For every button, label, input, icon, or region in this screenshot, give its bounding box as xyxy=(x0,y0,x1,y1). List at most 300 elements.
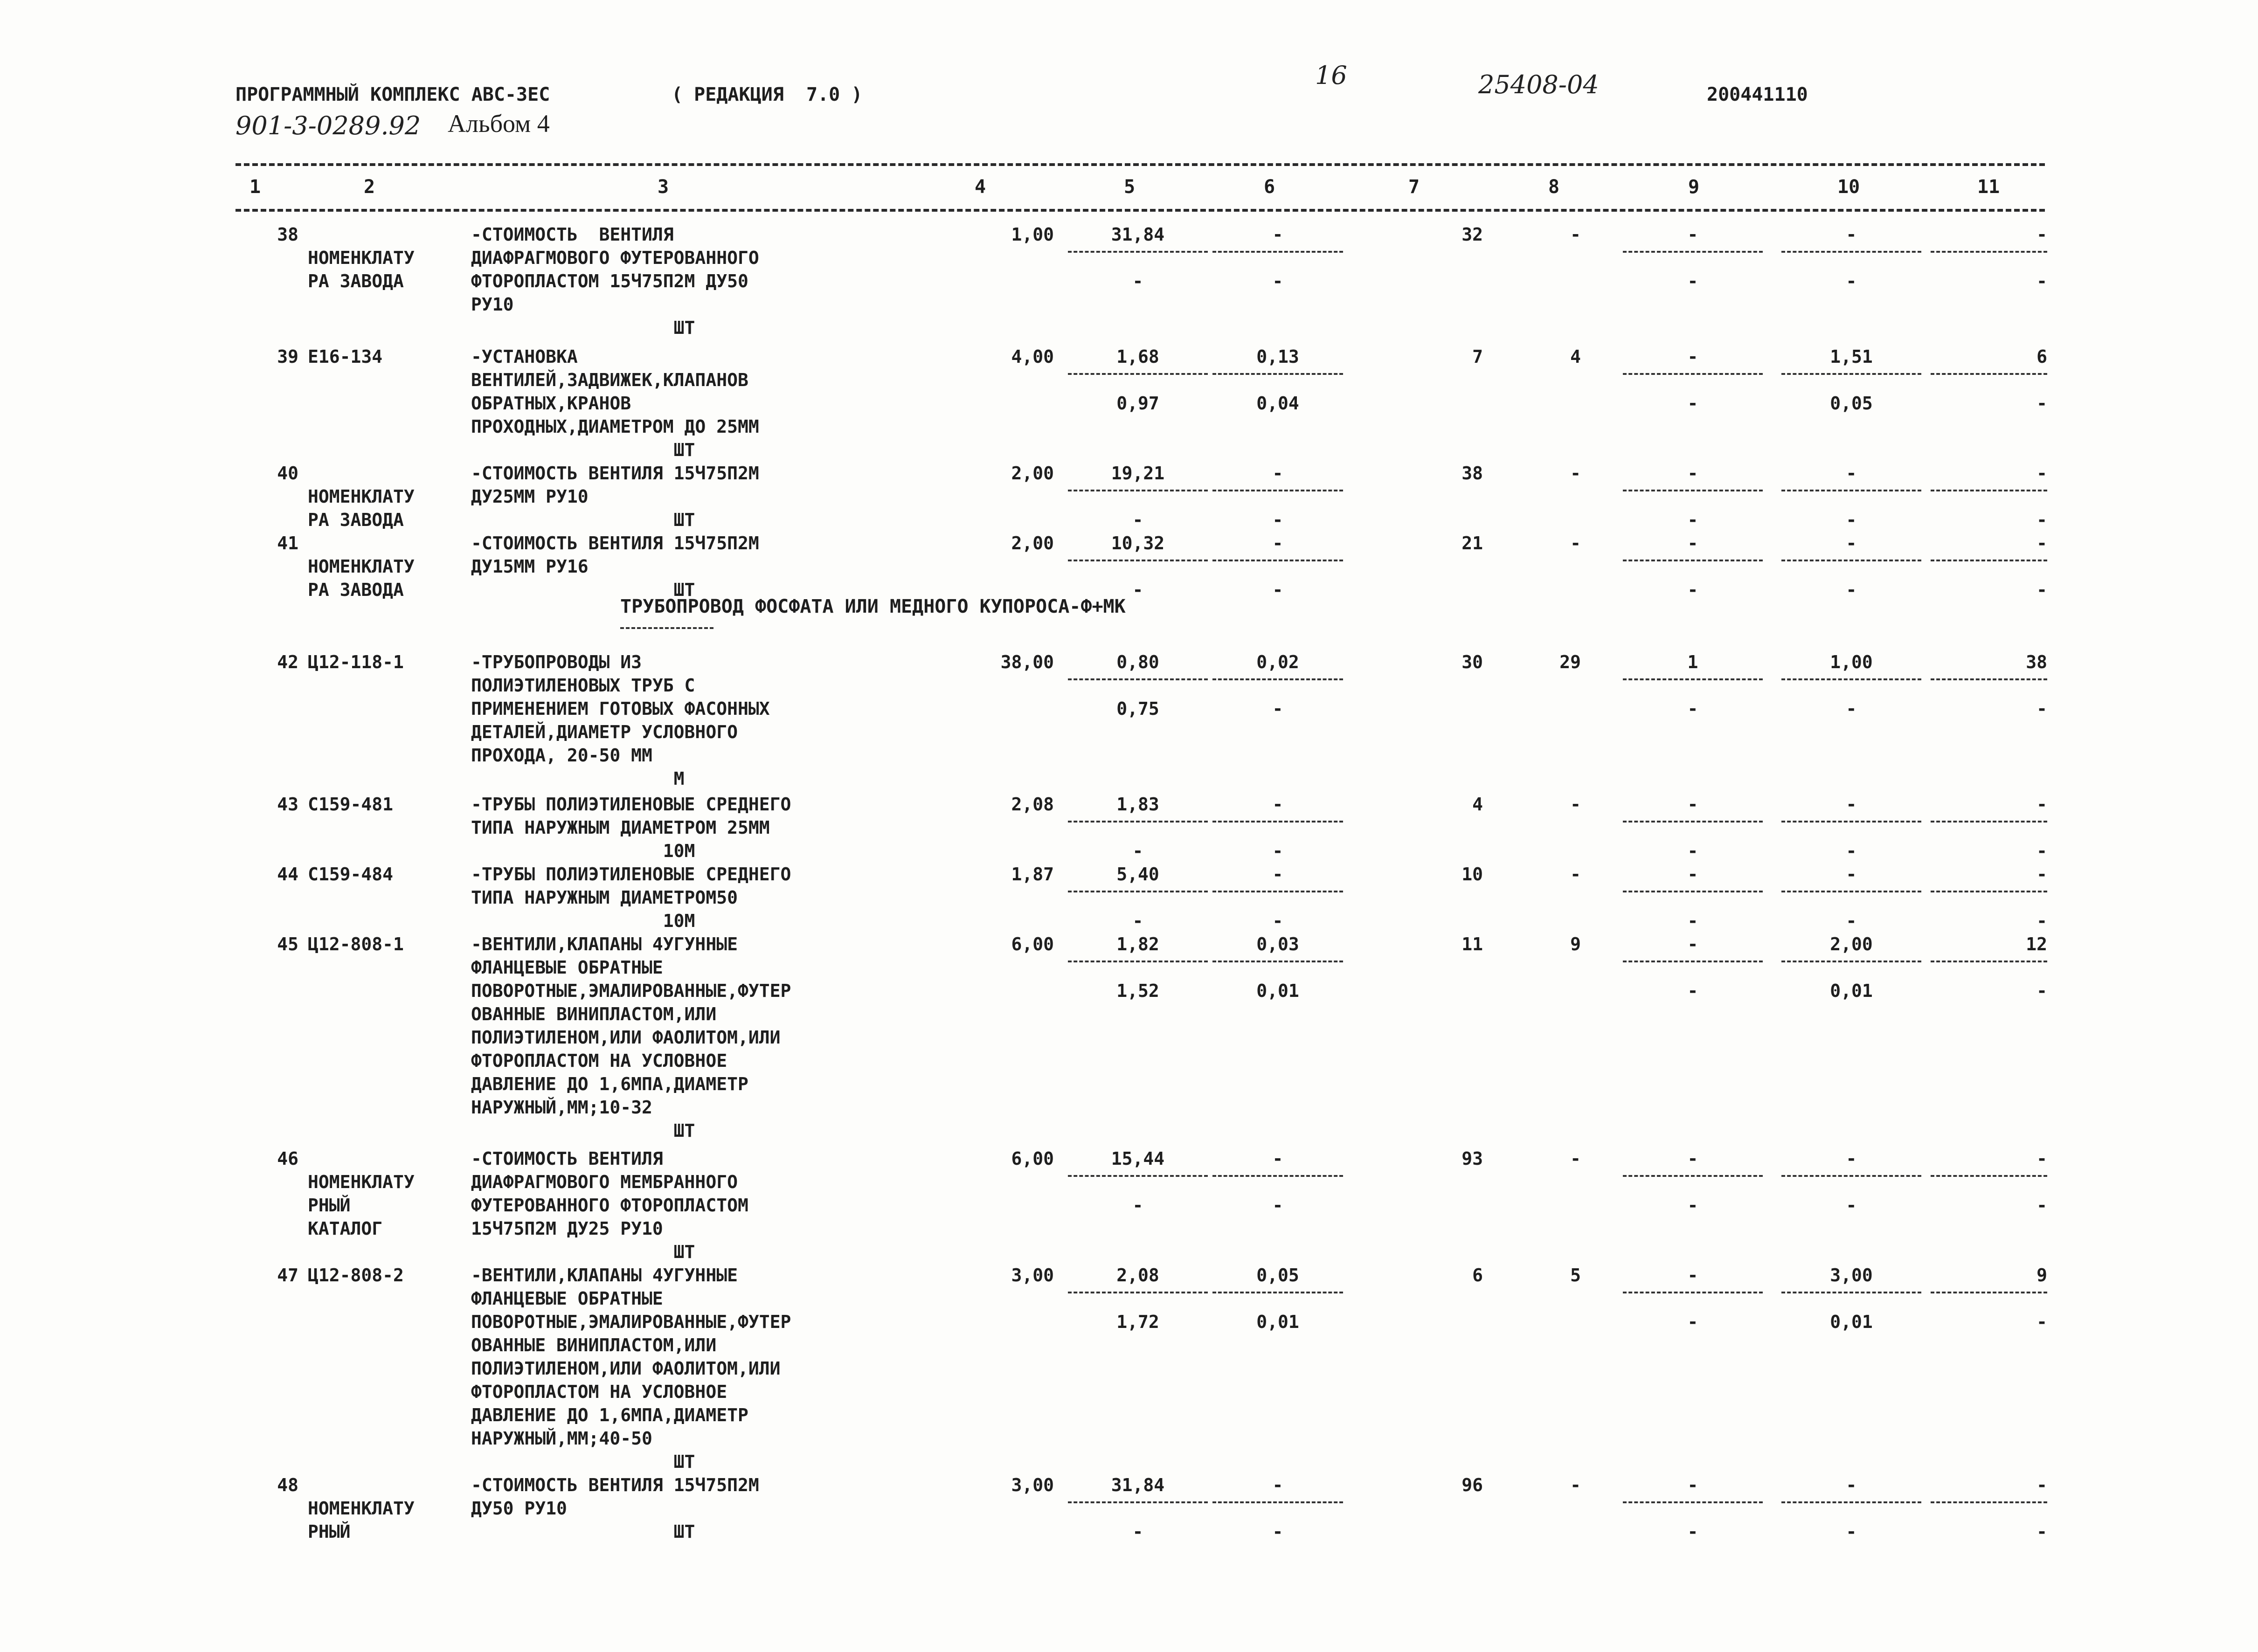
column-number: 7 xyxy=(1408,176,1420,198)
total-machine-wage: - xyxy=(1687,271,1698,291)
unit-cost-machine: - xyxy=(1272,864,1283,885)
cell-divider xyxy=(1623,251,1763,253)
cell-divider xyxy=(1068,821,1208,823)
work-description: ПОЛИЭТИЛЕНОМ,ИЛИ ФАОЛИТОМ,ИЛИ xyxy=(471,1358,781,1379)
row-number: 46 xyxy=(277,1148,298,1169)
work-description: ШТ xyxy=(471,440,695,460)
work-description: ШТ xyxy=(471,580,695,600)
total-cost: 93 xyxy=(1461,1148,1483,1169)
total-machine-wage: - xyxy=(1687,841,1698,861)
cell-divider xyxy=(1623,821,1763,823)
work-description: 15Ч75П2М ДУ25 РУ10 xyxy=(471,1218,663,1239)
total-machine-wage: - xyxy=(1687,698,1698,719)
total-machine: - xyxy=(1687,1148,1698,1169)
cost-code: Е16-134 xyxy=(308,346,383,367)
labor-per-unit: 1,51 xyxy=(1830,346,1873,367)
total-machine: - xyxy=(1687,934,1698,954)
labor-total: 6 xyxy=(2036,346,2047,367)
labor-machine-per-unit: 0,05 xyxy=(1830,393,1873,414)
total-machine-wage: - xyxy=(1687,1312,1698,1332)
labor-machine-total: - xyxy=(2036,911,2047,931)
cell-divider xyxy=(1931,961,2047,962)
cost-code: РНЫЙ xyxy=(308,1521,351,1542)
cell-divider xyxy=(1068,560,1208,561)
unit-cost-machine-wage: - xyxy=(1272,271,1283,291)
work-description: ОВАННЫЕ ВИНИПЛАСТОМ,ИЛИ xyxy=(471,1004,717,1024)
unit-cost: 15,44 xyxy=(1111,1148,1165,1169)
work-description: -СТОИМОСТЬ ВЕНТИЛЯ 15Ч75П2М xyxy=(471,463,759,484)
total-cost: 38 xyxy=(1461,463,1483,484)
row-number: 40 xyxy=(277,463,298,484)
labor-per-unit: - xyxy=(1846,533,1857,553)
labor-machine-per-unit: - xyxy=(1846,271,1857,291)
cell-divider xyxy=(1068,1292,1208,1293)
total-cost: 6 xyxy=(1472,1265,1483,1286)
unit-cost: 1,68 xyxy=(1116,346,1159,367)
cell-divider xyxy=(1623,1175,1763,1177)
row-number: 38 xyxy=(277,224,298,245)
labor-machine-total: - xyxy=(2036,1312,2047,1332)
row-number: 43 xyxy=(277,794,298,815)
cell-divider xyxy=(1931,251,2047,253)
header-rule-top xyxy=(235,163,2045,166)
work-description: НАРУЖНЫЙ,ММ;40-50 xyxy=(471,1428,652,1449)
cell-divider xyxy=(1781,490,1921,491)
column-number: 1 xyxy=(249,176,261,198)
work-description: ДУ50 РУ10 xyxy=(471,1498,567,1519)
work-description: ФЛАНЦЕВЫЕ ОБРАТНЫЕ xyxy=(471,1288,663,1309)
work-description: -ТРУБОПРОВОДЫ ИЗ xyxy=(471,652,642,672)
column-number: 8 xyxy=(1548,176,1560,198)
cell-divider xyxy=(1931,678,2047,680)
work-description: ТИПА НАРУЖНЫМ ДИАМЕТРОМ 25ММ xyxy=(471,817,770,838)
total-machine: - xyxy=(1687,346,1698,367)
unit-cost-machine: 0,02 xyxy=(1256,652,1299,672)
album-label: Альбом 4 xyxy=(448,110,550,138)
cell-divider xyxy=(1931,821,2047,823)
unit-cost-machine-wage: - xyxy=(1272,580,1283,600)
labor-total: - xyxy=(2036,224,2047,245)
cell-divider xyxy=(1623,373,1763,375)
unit-cost-machine-wage: - xyxy=(1272,911,1283,931)
cost-code: РА ЗАВОДА xyxy=(308,510,404,530)
work-description: М xyxy=(471,768,685,789)
cell-divider xyxy=(1068,891,1208,892)
cell-divider xyxy=(1212,490,1343,491)
cell-divider xyxy=(1623,490,1763,491)
cell-divider xyxy=(1068,678,1208,680)
unit-cost: 1,83 xyxy=(1116,794,1159,815)
total-machine: - xyxy=(1687,1265,1698,1286)
cell-divider xyxy=(1068,373,1208,375)
work-description: ШТ xyxy=(471,510,695,530)
unit-cost-wage: 0,75 xyxy=(1116,698,1159,719)
unit-cost: 1,82 xyxy=(1116,934,1159,954)
quantity: 2,00 xyxy=(1011,463,1054,484)
labor-total: - xyxy=(2036,1148,2047,1169)
column-number: 2 xyxy=(364,176,375,198)
unit-cost-wage: - xyxy=(1132,1195,1143,1216)
cost-code: КАТАЛОГ xyxy=(308,1218,383,1239)
column-number: 6 xyxy=(1264,176,1275,198)
cell-divider xyxy=(1931,560,2047,561)
total-cost: 96 xyxy=(1461,1475,1483,1495)
cell-divider xyxy=(1931,490,2047,491)
total-machine-wage: - xyxy=(1687,911,1698,931)
edition-label: ( РЕДАКЦИЯ 7.0 ) xyxy=(672,84,863,105)
column-number-row xyxy=(0,176,2258,200)
labor-total: - xyxy=(2036,794,2047,815)
work-description: -СТОИМОСТЬ ВЕНТИЛЯ xyxy=(471,224,674,245)
total-wage: - xyxy=(1570,794,1581,815)
labor-per-unit: - xyxy=(1846,1148,1857,1169)
total-wage: - xyxy=(1570,224,1581,245)
work-description: ШТ xyxy=(471,1521,695,1542)
work-description: -ТРУБЫ ПОЛИЭТИЛЕНОВЫЕ СРЕДНЕГО xyxy=(471,794,791,815)
cell-divider xyxy=(1212,678,1343,680)
cost-code: Ц12-808-1 xyxy=(308,934,404,954)
labor-machine-per-unit: 0,01 xyxy=(1830,981,1873,1001)
cell-divider xyxy=(1781,1292,1921,1293)
work-description: ПОЛИЭТИЛЕНОМ,ИЛИ ФАОЛИТОМ,ИЛИ xyxy=(471,1027,781,1048)
labor-machine-per-unit: - xyxy=(1846,1521,1857,1542)
labor-total: - xyxy=(2036,864,2047,885)
quantity: 2,08 xyxy=(1011,794,1054,815)
unit-cost-wage: - xyxy=(1132,271,1143,291)
quantity: 3,00 xyxy=(1011,1475,1054,1495)
unit-cost-machine-wage: - xyxy=(1272,1195,1283,1216)
total-wage: - xyxy=(1570,1148,1581,1169)
cell-divider xyxy=(1068,490,1208,491)
labor-machine-total: - xyxy=(2036,698,2047,719)
cell-divider xyxy=(1212,1292,1343,1293)
unit-cost: 31,84 xyxy=(1111,1475,1165,1495)
quantity: 1,00 xyxy=(1011,224,1054,245)
cost-code: НОМЕНКЛАТУ xyxy=(308,486,415,507)
cell-divider xyxy=(1781,821,1921,823)
cell-divider xyxy=(1212,1501,1343,1503)
labor-machine-total: - xyxy=(2036,981,2047,1001)
unit-cost-machine: - xyxy=(1272,1475,1283,1495)
cost-code: НОМЕНКЛАТУ xyxy=(308,1498,415,1519)
work-description: РУ10 xyxy=(471,294,514,315)
cell-divider xyxy=(1781,1175,1921,1177)
work-description: ШТ xyxy=(471,1120,695,1141)
labor-machine-total: - xyxy=(2036,841,2047,861)
total-machine: - xyxy=(1687,864,1698,885)
work-description: ДУ25ММ РУ10 xyxy=(471,486,589,507)
labor-per-unit: 2,00 xyxy=(1830,934,1873,954)
work-description: -ВЕНТИЛИ,КЛАПАНЫ 4УГУННЫЕ xyxy=(471,1265,738,1286)
labor-machine-per-unit: - xyxy=(1846,698,1857,719)
cell-divider xyxy=(1931,373,2047,375)
row-number: 42 xyxy=(277,652,298,672)
unit-cost-machine-wage: - xyxy=(1272,698,1283,719)
work-description: -ВЕНТИЛИ,КЛАПАНЫ 4УГУННЫЕ xyxy=(471,934,738,954)
cell-divider xyxy=(1212,891,1343,892)
quantity: 4,00 xyxy=(1011,346,1054,367)
work-description: НАРУЖНЫЙ,ММ;10-32 xyxy=(471,1097,652,1118)
work-description: -ТРУБЫ ПОЛИЭТИЛЕНОВЫЕ СРЕДНЕГО xyxy=(471,864,791,885)
work-description: ДАВЛЕНИЕ ДО 1,6МПА,ДИАМЕТР xyxy=(471,1405,748,1425)
work-description: ПОЛИЭТИЛЕНОВЫХ ТРУБ С xyxy=(471,675,695,696)
cell-divider xyxy=(1068,1501,1208,1503)
labor-machine-per-unit: 0,01 xyxy=(1830,1312,1873,1332)
total-wage: 5 xyxy=(1570,1265,1581,1286)
cost-code: С159-481 xyxy=(308,794,394,815)
work-description: 10М xyxy=(471,841,695,861)
total-machine-wage: - xyxy=(1687,510,1698,530)
row-number: 45 xyxy=(277,934,298,954)
cell-divider xyxy=(1623,1292,1763,1293)
cost-code: РА ЗАВОДА xyxy=(308,580,404,600)
labor-per-unit: 1,00 xyxy=(1830,652,1873,672)
cell-divider xyxy=(1781,251,1921,253)
total-cost: 10 xyxy=(1461,864,1483,885)
total-machine: - xyxy=(1687,1475,1698,1495)
total-wage: - xyxy=(1570,533,1581,553)
cell-divider xyxy=(1623,891,1763,892)
total-machine-wage: - xyxy=(1687,393,1698,414)
work-description: ФТОРОПЛАСТОМ 15Ч75П2М ДУ50 xyxy=(471,271,748,291)
row-number: 44 xyxy=(277,864,298,885)
column-number: 9 xyxy=(1688,176,1700,198)
cell-divider xyxy=(1212,251,1343,253)
labor-per-unit: - xyxy=(1846,794,1857,815)
unit-cost: 31,84 xyxy=(1111,224,1165,245)
work-description: -СТОИМОСТЬ ВЕНТИЛЯ 15Ч75П2М xyxy=(471,533,759,553)
document-code: 200441110 xyxy=(1707,84,1808,105)
unit-cost-machine-wage: 0,04 xyxy=(1256,393,1299,414)
quantity: 38,00 xyxy=(1000,652,1054,672)
unit-cost-machine-wage: - xyxy=(1272,841,1283,861)
quantity: 2,00 xyxy=(1011,533,1054,553)
work-description: ДУ15ММ РУ16 xyxy=(471,556,589,577)
labor-machine-total: - xyxy=(2036,271,2047,291)
quantity: 6,00 xyxy=(1011,934,1054,954)
unit-cost-machine: 0,05 xyxy=(1256,1265,1299,1286)
total-cost: 7 xyxy=(1472,346,1483,367)
work-description: ПРОХОДА, 20-50 ММ xyxy=(471,745,652,766)
labor-machine-total: - xyxy=(2036,1195,2047,1216)
work-description: ШТ xyxy=(471,1242,695,1262)
work-description: ДАВЛЕНИЕ ДО 1,6МПА,ДИАМЕТР xyxy=(471,1074,748,1094)
column-number: 10 xyxy=(1837,176,1860,198)
document-number: 25408-04 xyxy=(1478,70,1599,99)
work-description: ДИАФРАГМОВОГО ФУТЕРОВАННОГО xyxy=(471,248,759,268)
column-number: 5 xyxy=(1124,176,1136,198)
unit-cost: 5,40 xyxy=(1116,864,1159,885)
work-description: ФУТЕРОВАННОГО ФТОРОПЛАСТОМ xyxy=(471,1195,748,1216)
page-number: 16 xyxy=(1315,61,1347,90)
work-description: ПРИМЕНЕНИЕМ ГОТОВЫХ ФАСОННЫХ xyxy=(471,698,770,719)
labor-machine-per-unit: - xyxy=(1846,580,1857,600)
unit-cost: 0,80 xyxy=(1116,652,1159,672)
cost-code: Ц12-118-1 xyxy=(308,652,404,672)
labor-machine-per-unit: - xyxy=(1846,510,1857,530)
work-description: ОБРАТНЫХ,КРАНОВ xyxy=(471,393,631,414)
cell-divider xyxy=(1068,1175,1208,1177)
section-title: ТРУБОПРОВОД ФОСФАТА ИЛИ МЕДНОГО КУПОРОСА-Ф+МК xyxy=(620,596,1126,617)
total-wage: 4 xyxy=(1570,346,1581,367)
unit-cost-machine: 0,13 xyxy=(1256,346,1299,367)
labor-total: 9 xyxy=(2036,1265,2047,1286)
cost-code: РА ЗАВОДА xyxy=(308,271,404,291)
cost-code: НОМЕНКЛАТУ xyxy=(308,556,415,577)
work-description: ОВАННЫЕ ВИНИПЛАСТОМ,ИЛИ xyxy=(471,1335,717,1355)
labor-total: - xyxy=(2036,533,2047,553)
unit-cost-machine: - xyxy=(1272,533,1283,553)
labor-total: 38 xyxy=(2026,652,2047,672)
header-rule-bottom xyxy=(235,209,2045,212)
total-machine: 1 xyxy=(1687,652,1698,672)
work-description: ФЛАНЦЕВЫЕ ОБРАТНЫЕ xyxy=(471,957,663,978)
cell-divider xyxy=(1068,251,1208,253)
quantity: 3,00 xyxy=(1011,1265,1054,1286)
unit-cost-machine: 0,03 xyxy=(1256,934,1299,954)
unit-cost-wage: - xyxy=(1132,580,1143,600)
unit-cost-machine-wage: 0,01 xyxy=(1256,1312,1299,1332)
work-description: ШТ xyxy=(471,318,695,338)
row-number: 48 xyxy=(277,1475,298,1495)
program-title: ПРОГРАММНЫЙ КОМПЛЕКС АВС-3ЕС xyxy=(235,84,550,105)
work-description: -СТОИМОСТЬ ВЕНТИЛЯ 15Ч75П2М xyxy=(471,1475,759,1495)
work-description: ТИПА НАРУЖНЫМ ДИАМЕТРОМ50 xyxy=(471,887,738,908)
work-description: ПОВОРОТНЫЕ,ЭМАЛИРОВАННЫЕ,ФУТЕР xyxy=(471,981,791,1001)
total-cost: 32 xyxy=(1461,224,1483,245)
unit-cost-machine: - xyxy=(1272,794,1283,815)
cell-divider xyxy=(1212,961,1343,962)
cell-divider xyxy=(1623,961,1763,962)
total-wage: - xyxy=(1570,1475,1581,1495)
labor-per-unit: - xyxy=(1846,1475,1857,1495)
unit-cost-wage: - xyxy=(1132,841,1143,861)
total-wage: 9 xyxy=(1570,934,1581,954)
unit-cost-machine-wage: - xyxy=(1272,510,1283,530)
cell-divider xyxy=(1931,1501,2047,1503)
cell-divider xyxy=(1931,1175,2047,1177)
unit-cost-machine-wage: 0,01 xyxy=(1256,981,1299,1001)
unit-cost: 10,32 xyxy=(1111,533,1165,553)
quantity: 6,00 xyxy=(1011,1148,1054,1169)
cost-code: НОМЕНКЛАТУ xyxy=(308,1172,415,1192)
unit-cost-wage: - xyxy=(1132,911,1143,931)
labor-per-unit: - xyxy=(1846,224,1857,245)
total-wage: 29 xyxy=(1559,652,1581,672)
cell-divider xyxy=(1212,821,1343,823)
labor-machine-total: - xyxy=(2036,510,2047,530)
total-machine-wage: - xyxy=(1687,1521,1698,1542)
column-number: 3 xyxy=(658,176,669,198)
row-number: 41 xyxy=(277,533,298,553)
row-number: 47 xyxy=(277,1265,298,1286)
total-machine: - xyxy=(1687,224,1698,245)
unit-cost: 2,08 xyxy=(1116,1265,1159,1286)
total-cost: 30 xyxy=(1461,652,1483,672)
project-number: 901-3-0289.92 xyxy=(235,111,421,140)
cell-divider xyxy=(1931,1292,2047,1293)
cell-divider xyxy=(1781,373,1921,375)
labor-total: 12 xyxy=(2026,934,2047,954)
work-description: ДЕТАЛЕЙ,ДИАМЕТР УСЛОВНОГО xyxy=(471,722,738,742)
work-description: ДИАФРАГМОВОГО МЕМБРАННОГО xyxy=(471,1172,738,1192)
cost-code: НОМЕНКЛАТУ xyxy=(308,248,415,268)
total-wage: - xyxy=(1570,864,1581,885)
labor-total: - xyxy=(2036,463,2047,484)
unit-cost-wage: - xyxy=(1132,510,1143,530)
cost-code: РНЫЙ xyxy=(308,1195,351,1216)
section-underline xyxy=(620,627,713,629)
unit-cost-machine: - xyxy=(1272,224,1283,245)
work-description: ВЕНТИЛЕЙ,ЗАДВИЖЕК,КЛАПАНОВ xyxy=(471,370,748,390)
cell-divider xyxy=(1212,1175,1343,1177)
total-cost: 4 xyxy=(1472,794,1483,815)
labor-machine-per-unit: - xyxy=(1846,841,1857,861)
total-machine: - xyxy=(1687,794,1698,815)
total-machine: - xyxy=(1687,533,1698,553)
cell-divider xyxy=(1212,560,1343,561)
labor-total: - xyxy=(2036,1475,2047,1495)
unit-cost-machine: - xyxy=(1272,1148,1283,1169)
row-number: 39 xyxy=(277,346,298,367)
cost-code: С159-484 xyxy=(308,864,394,885)
work-description: 10М xyxy=(471,911,695,931)
labor-machine-per-unit: - xyxy=(1846,911,1857,931)
work-description: -УСТАНОВКА xyxy=(471,346,578,367)
cell-divider xyxy=(1931,891,2047,892)
labor-per-unit: - xyxy=(1846,463,1857,484)
unit-cost-machine-wage: - xyxy=(1272,1521,1283,1542)
unit-cost-machine: - xyxy=(1272,463,1283,484)
cell-divider xyxy=(1781,961,1921,962)
cell-divider xyxy=(1212,373,1343,375)
labor-machine-total: - xyxy=(2036,1521,2047,1542)
labor-machine-total: - xyxy=(2036,393,2047,414)
labor-per-unit: 3,00 xyxy=(1830,1265,1873,1286)
total-cost: 21 xyxy=(1461,533,1483,553)
total-cost: 11 xyxy=(1461,934,1483,954)
column-number: 11 xyxy=(1977,176,2000,198)
cell-divider xyxy=(1623,1501,1763,1503)
total-machine-wage: - xyxy=(1687,580,1698,600)
quantity: 1,87 xyxy=(1011,864,1054,885)
unit-cost-wage: 0,97 xyxy=(1116,393,1159,414)
work-description: ФТОРОПЛАСТОМ НА УСЛОВНОЕ xyxy=(471,1382,727,1402)
labor-machine-per-unit: - xyxy=(1846,1195,1857,1216)
cell-divider xyxy=(1068,961,1208,962)
work-description: ПРОХОДНЫХ,ДИАМЕТРОМ ДО 25ММ xyxy=(471,416,759,437)
cell-divider xyxy=(1781,891,1921,892)
unit-cost: 19,21 xyxy=(1111,463,1165,484)
cell-divider xyxy=(1781,678,1921,680)
work-description: ФТОРОПЛАСТОМ НА УСЛОВНОЕ xyxy=(471,1051,727,1071)
unit-cost-wage: 1,72 xyxy=(1116,1312,1159,1332)
cell-divider xyxy=(1623,678,1763,680)
total-wage: - xyxy=(1570,463,1581,484)
unit-cost-wage: - xyxy=(1132,1521,1143,1542)
work-description: ШТ xyxy=(471,1452,695,1472)
labor-machine-total: - xyxy=(2036,580,2047,600)
cost-code: Ц12-808-2 xyxy=(308,1265,404,1286)
column-number: 4 xyxy=(975,176,986,198)
labor-per-unit: - xyxy=(1846,864,1857,885)
cell-divider xyxy=(1781,560,1921,561)
total-machine-wage: - xyxy=(1687,981,1698,1001)
work-description: ПОВОРОТНЫЕ,ЭМАЛИРОВАННЫЕ,ФУТЕР xyxy=(471,1312,791,1332)
work-description: -СТОИМОСТЬ ВЕНТИЛЯ xyxy=(471,1148,663,1169)
total-machine: - xyxy=(1687,463,1698,484)
cell-divider xyxy=(1781,1501,1921,1503)
